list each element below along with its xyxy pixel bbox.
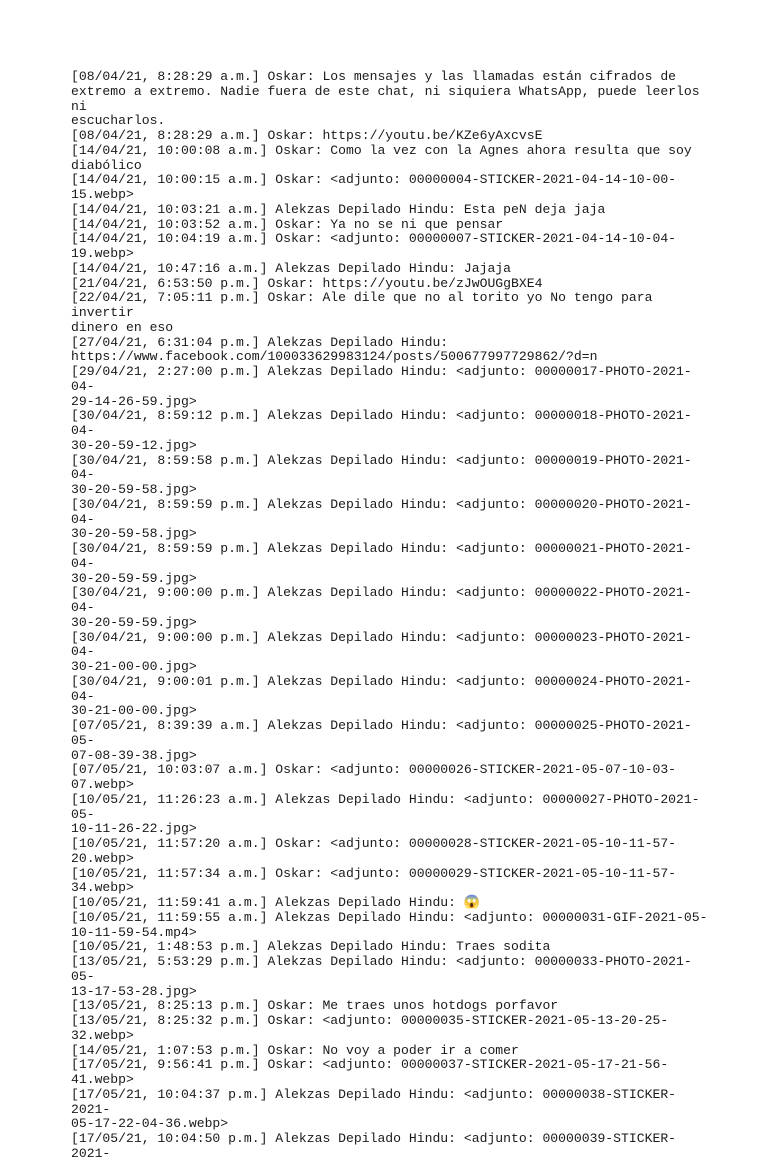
- chat-message: [07/05/21, 10:03:07 a.m.] Oskar: <adjunto: 00000026-STICKER-2021-05-07-10-03- 07.webp>: [71, 762, 677, 792]
- chat-message: [08/04/21, 8:28:29 a.m.] Oskar: Los mensajes y las llamadas están cifrados de extremo a extremo. Nadie fuera de este chat, ni siquiera WhatsApp, puede leerlos ni escucharlos.: [71, 69, 700, 129]
- chat-message: [30/04/21, 8:59:59 p.m.] Alekzas Depilado Hindu: <adjunto: 00000021-PHOTO-2021-04- 30-20-59-59.jpg>: [71, 541, 692, 586]
- chat-message: [30/04/21, 8:59:59 p.m.] Alekzas Depilado Hindu: <adjunto: 00000020-PHOTO-2021-04- 30-20-59-58.jpg>: [71, 496, 692, 542]
- chat-message: [10/05/21, 1:48:53 p.m.] Alekzas Depilado Hindu: Traes sodita: [71, 939, 551, 955]
- chat-message: [10/05/21, 11:57:34 a.m.] Oskar: <adjunto: 00000029-STICKER-2021-05-10-11-57- 34.webp>: [71, 865, 677, 896]
- chat-message: [14/05/21, 1:07:53 p.m.] Oskar: No voy a poder ir a comer: [71, 1042, 519, 1058]
- chat-message: [30/04/21, 9:00:00 p.m.] Alekzas Depilado Hindu: <adjunto: 00000023-PHOTO-2021-04- 30-21-00-00.jpg>: [71, 629, 692, 674]
- chat-message: [14/04/21, 10:00:08 a.m.] Oskar: Como la vez con la Agnes ahora resulta que soy diabólico: [71, 142, 692, 173]
- chat-message: [14/04/21, 10:47:16 a.m.] Alekzas Depilado Hindu: Jajaja: [71, 260, 512, 276]
- chat-message: [14/04/21, 10:04:19 a.m.] Oskar: <adjunto: 00000007-STICKER-2021-04-14-10-04- 19.webp>: [71, 231, 677, 261]
- chat-message: [13/05/21, 5:53:29 p.m.] Alekzas Depilado Hindu: <adjunto: 00000033-PHOTO-2021-05- 13-17-53-28.jpg>: [71, 954, 692, 999]
- chat-message: [10/05/21, 11:57:20 a.m.] Oskar: <adjunto: 00000028-STICKER-2021-05-10-11-57- 20.webp>: [71, 836, 677, 866]
- chat-message: [07/05/21, 8:39:39 a.m.] Alekzas Depilado Hindu: <adjunto: 00000025-PHOTO-2021-05- 07-08-39-38.jpg>: [71, 718, 692, 763]
- chat-message: [17/05/21, 10:04:37 p.m.] Alekzas Depilado Hindu: <adjunto: 00000038-STICKER-2021- 05-17-22-04-36.webp>: [71, 1086, 677, 1132]
- chat-message: [14/04/21, 10:00:15 a.m.] Oskar: <adjunto: 00000004-STICKER-2021-04-14-10-00- 15.webp>: [71, 172, 677, 202]
- chat-message: [14/04/21, 10:03:21 a.m.] Alekzas Depilado Hindu: Esta peN deja jaja: [71, 201, 606, 217]
- chat-message: [30/04/21, 8:59:12 p.m.] Alekzas Depilado Hindu: <adjunto: 00000018-PHOTO-2021-04- 30-20-59-12.jpg>: [71, 408, 692, 453]
- chat-message: [29/04/21, 2:27:00 p.m.] Alekzas Depilado Hindu: <adjunto: 00000017-PHOTO-2021-04- 29-14-26-59.jpg>: [71, 364, 692, 409]
- chat-message: [13/05/21, 8:25:13 p.m.] Oskar: Me traes unos hotdogs porfavor: [71, 998, 559, 1014]
- chat-message: [10/05/21, 11:26:23 a.m.] Alekzas Depilado Hindu: <adjunto: 00000027-PHOTO-2021-05- 10-11-26-22.jpg>: [71, 791, 700, 837]
- chat-message: [13/05/21, 8:25:32 p.m.] Oskar: <adjunto: 00000035-STICKER-2021-05-13-20-25- 32.webp>: [71, 1013, 669, 1043]
- chat-message: [17/05/21, 10:04:50 p.m.] Alekzas Depilado Hindu: <adjunto: 00000039-STICKER-2021-: [71, 1131, 677, 1161]
- chat-message: [30/04/21, 9:00:00 p.m.] Alekzas Depilado Hindu: <adjunto: 00000022-PHOTO-2021-04- 30-20-59-59.jpg>: [71, 585, 692, 630]
- chat-message: [30/04/21, 9:00:01 p.m.] Alekzas Depilado Hindu: <adjunto: 00000024-PHOTO-2021-04- 30-21-00-00.jpg>: [71, 673, 692, 719]
- chat-transcript: [71, 70, 711, 1162]
- chat-message: [14/04/21, 10:03:52 a.m.] Oskar: Ya no se ni que pensar: [71, 216, 504, 232]
- chat-message: [21/04/21, 6:53:50 p.m.] Oskar: https://youtu.be/zJwOUGgBXE4: [71, 275, 543, 291]
- chat-message: [27/04/21, 6:31:04 p.m.] Alekzas Depilado Hindu: https://www.facebook.com/100033629983124/posts/500677997729862/?d=n: [71, 334, 598, 365]
- chat-message: [30/04/21, 8:59:58 p.m.] Alekzas Depilado Hindu: <adjunto: 00000019-PHOTO-2021-04- 30-20-59-58.jpg>: [71, 452, 692, 497]
- chat-message: [08/04/21, 8:28:29 a.m.] Oskar: https://youtu.be/KZe6yAxcvsE: [71, 128, 543, 143]
- chat-message: [22/04/21, 7:05:11 p.m.] Oskar: Ale dile que no al torito yo No tengo para invertir dinero en eso: [71, 290, 653, 335]
- chat-message: [10/05/21, 11:59:41 a.m.] Alekzas Depilado Hindu: 😱: [71, 895, 481, 910]
- chat-message: [10/05/21, 11:59:55 a.m.] Alekzas Depilado Hindu: <adjunto: 00000031-GIF-2021-05- 10-11-59-54.mp4>: [71, 909, 708, 940]
- chat-message: [17/05/21, 9:56:41 p.m.] Oskar: <adjunto: 00000037-STICKER-2021-05-17-21-56- 41.webp>: [71, 1057, 669, 1087]
